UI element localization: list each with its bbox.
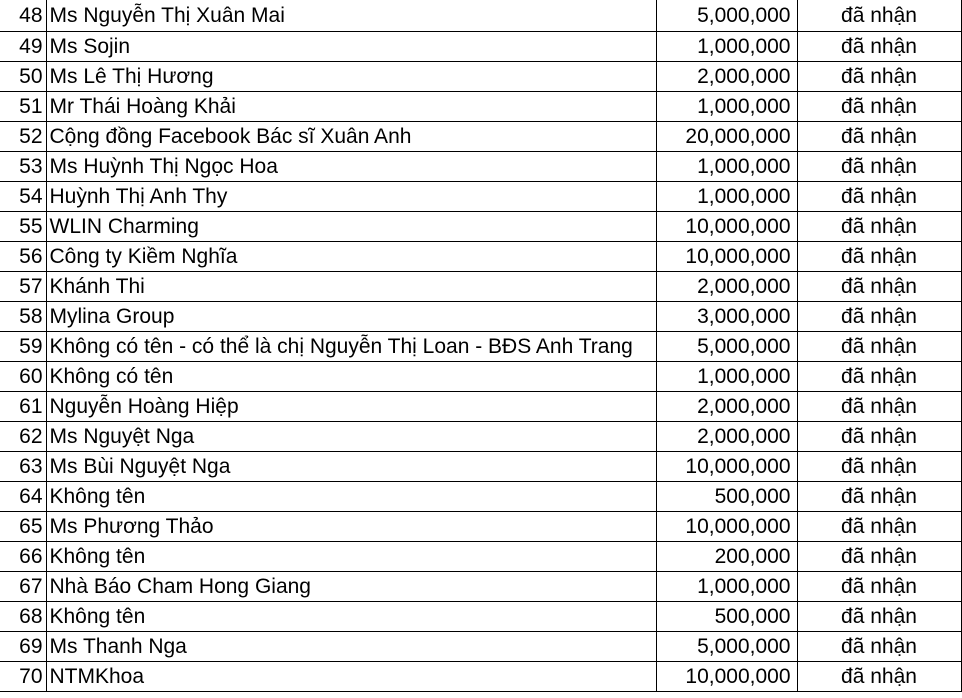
status-cell[interactable]: đã nhận <box>797 541 961 571</box>
donor-name-cell[interactable]: Mylina Group <box>46 301 656 331</box>
table-row <box>0 211 961 241</box>
row-number-cell[interactable]: 51 <box>0 91 46 121</box>
status-cell[interactable]: đã nhận <box>797 391 961 421</box>
status-cell[interactable]: đã nhận <box>797 271 961 301</box>
table-row <box>0 601 961 631</box>
donor-name-cell[interactable]: Ms Huỳnh Thị Ngọc Hoa <box>46 151 656 181</box>
table-row <box>0 331 961 361</box>
amount-cell[interactable]: 2,000,000 <box>656 271 797 301</box>
amount-cell[interactable]: 2,000,000 <box>656 61 797 91</box>
amount-cell[interactable]: 5,000,000 <box>656 331 797 361</box>
status-cell[interactable]: đã nhận <box>797 121 961 151</box>
amount-cell[interactable]: 2,000,000 <box>656 391 797 421</box>
donor-name-cell[interactable]: Nguyễn Hoàng Hiệp <box>46 391 656 421</box>
amount-cell[interactable]: 200,000 <box>656 541 797 571</box>
row-number-cell[interactable]: 66 <box>0 541 46 571</box>
row-number-cell[interactable]: 52 <box>0 121 46 151</box>
table-row <box>0 271 961 301</box>
amount-cell[interactable]: 1,000,000 <box>656 571 797 601</box>
amount-cell[interactable]: 10,000,000 <box>656 211 797 241</box>
donor-name-cell[interactable]: Ms Phương Thảo <box>46 511 656 541</box>
row-number-cell[interactable]: 64 <box>0 481 46 511</box>
donor-name-cell[interactable]: Công ty Kiềm Nghĩa <box>46 241 656 271</box>
table-row <box>0 481 961 511</box>
table-row <box>0 121 961 151</box>
amount-cell[interactable]: 1,000,000 <box>656 91 797 121</box>
amount-cell[interactable]: 1,000,000 <box>656 361 797 391</box>
donor-name-cell[interactable]: Huỳnh Thị Anh Thy <box>46 181 656 211</box>
donor-name-cell[interactable]: Ms Bùi Nguyệt Nga <box>46 451 656 481</box>
donor-name-cell[interactable]: Không tên <box>46 481 656 511</box>
amount-cell[interactable]: 20,000,000 <box>656 121 797 151</box>
status-cell[interactable]: đã nhận <box>797 211 961 241</box>
donor-name-cell[interactable]: Ms Nguyệt Nga <box>46 421 656 451</box>
row-number-cell[interactable]: 65 <box>0 511 46 541</box>
donor-name-cell[interactable]: Không có tên <box>46 361 656 391</box>
row-number-cell[interactable]: 70 <box>0 661 46 691</box>
row-number-cell[interactable]: 49 <box>0 31 46 61</box>
table-row <box>0 511 961 541</box>
table-row <box>0 91 961 121</box>
status-cell[interactable]: đã nhận <box>797 331 961 361</box>
donor-name-cell[interactable]: Cộng đồng Facebook Bác sĩ Xuân Anh <box>46 121 656 151</box>
amount-cell[interactable]: 10,000,000 <box>656 511 797 541</box>
table-row <box>0 241 961 271</box>
row-number-cell[interactable]: 54 <box>0 181 46 211</box>
status-cell[interactable]: đã nhận <box>797 91 961 121</box>
row-number-cell[interactable]: 68 <box>0 601 46 631</box>
table-row <box>0 181 961 211</box>
table-row <box>0 391 961 421</box>
table-row <box>0 31 961 61</box>
amount-cell[interactable]: 10,000,000 <box>656 451 797 481</box>
table-row <box>0 661 961 691</box>
table-row <box>0 361 961 391</box>
amount-cell[interactable]: 1,000,000 <box>656 181 797 211</box>
status-cell[interactable]: đã nhận <box>797 631 961 661</box>
table-row <box>0 541 961 571</box>
table-row <box>0 451 961 481</box>
donor-name-cell[interactable]: Không tên <box>46 601 656 631</box>
status-cell[interactable]: đã nhận <box>797 601 961 631</box>
amount-cell[interactable]: 3,000,000 <box>656 301 797 331</box>
status-cell[interactable]: đã nhận <box>797 31 961 61</box>
amount-cell[interactable]: 500,000 <box>656 481 797 511</box>
amount-cell[interactable]: 1,000,000 <box>656 151 797 181</box>
row-number-cell[interactable]: 61 <box>0 391 46 421</box>
status-cell[interactable]: đã nhận <box>797 361 961 391</box>
row-number-cell[interactable]: 50 <box>0 61 46 91</box>
status-cell[interactable]: đã nhận <box>797 0 961 31</box>
row-number-cell[interactable]: 58 <box>0 301 46 331</box>
donor-name-cell[interactable]: Không tên <box>46 541 656 571</box>
status-cell[interactable]: đã nhận <box>797 571 961 601</box>
amount-cell[interactable]: 1,000,000 <box>656 31 797 61</box>
row-number-cell[interactable]: 48 <box>0 0 46 31</box>
row-number-cell[interactable]: 60 <box>0 361 46 391</box>
donor-name-cell[interactable]: Ms Sojin <box>46 31 656 61</box>
status-cell[interactable]: đã nhận <box>797 511 961 541</box>
row-number-cell[interactable]: 53 <box>0 151 46 181</box>
table-row <box>0 571 961 601</box>
status-cell[interactable]: đã nhận <box>797 61 961 91</box>
row-number-cell[interactable]: 63 <box>0 451 46 481</box>
donor-name-cell[interactable]: Không có tên - có thể là chị Nguyễn Thị Loan - BĐS Anh Trang <box>46 331 656 361</box>
amount-cell[interactable]: 5,000,000 <box>656 631 797 661</box>
table-row <box>0 421 961 451</box>
row-number-cell[interactable]: 59 <box>0 331 46 361</box>
table-row <box>0 151 961 181</box>
status-cell[interactable]: đã nhận <box>797 661 961 691</box>
status-cell[interactable]: đã nhận <box>797 451 961 481</box>
row-number-cell[interactable]: 62 <box>0 421 46 451</box>
table-row <box>0 61 961 91</box>
row-number-cell[interactable]: 57 <box>0 271 46 301</box>
row-number-cell[interactable]: 67 <box>0 571 46 601</box>
amount-cell[interactable]: 10,000,000 <box>656 241 797 271</box>
row-number-cell[interactable]: 56 <box>0 241 46 271</box>
donor-name-cell[interactable]: Mr Thái Hoàng Khải <box>46 91 656 121</box>
status-cell[interactable]: đã nhận <box>797 241 961 271</box>
status-cell[interactable]: đã nhận <box>797 481 961 511</box>
row-number-cell[interactable]: 69 <box>0 631 46 661</box>
status-cell[interactable]: đã nhận <box>797 421 961 451</box>
amount-cell[interactable]: 10,000,000 <box>656 661 797 691</box>
amount-cell[interactable]: 5,000,000 <box>656 0 797 31</box>
donor-name-cell[interactable]: Khánh Thi <box>46 271 656 301</box>
donor-name-cell[interactable]: NTMKhoa <box>46 661 656 691</box>
table-row <box>0 0 961 31</box>
donor-name-cell[interactable]: Ms Lê Thị Hương <box>46 61 656 91</box>
donor-name-cell[interactable]: WLIN Charming <box>46 211 656 241</box>
row-number-cell[interactable]: 55 <box>0 211 46 241</box>
status-cell[interactable]: đã nhận <box>797 181 961 211</box>
table-row <box>0 631 961 661</box>
amount-cell[interactable]: 2,000,000 <box>656 421 797 451</box>
amount-cell[interactable]: 500,000 <box>656 601 797 631</box>
donor-name-cell[interactable]: Nhà Báo Cham Hong Giang <box>46 571 656 601</box>
donor-name-cell[interactable]: Ms Thanh Nga <box>46 631 656 661</box>
table-row <box>0 301 961 331</box>
status-cell[interactable]: đã nhận <box>797 301 961 331</box>
donor-name-cell[interactable]: Ms Nguyễn Thị Xuân Mai <box>46 0 656 31</box>
status-cell[interactable]: đã nhận <box>797 151 961 181</box>
